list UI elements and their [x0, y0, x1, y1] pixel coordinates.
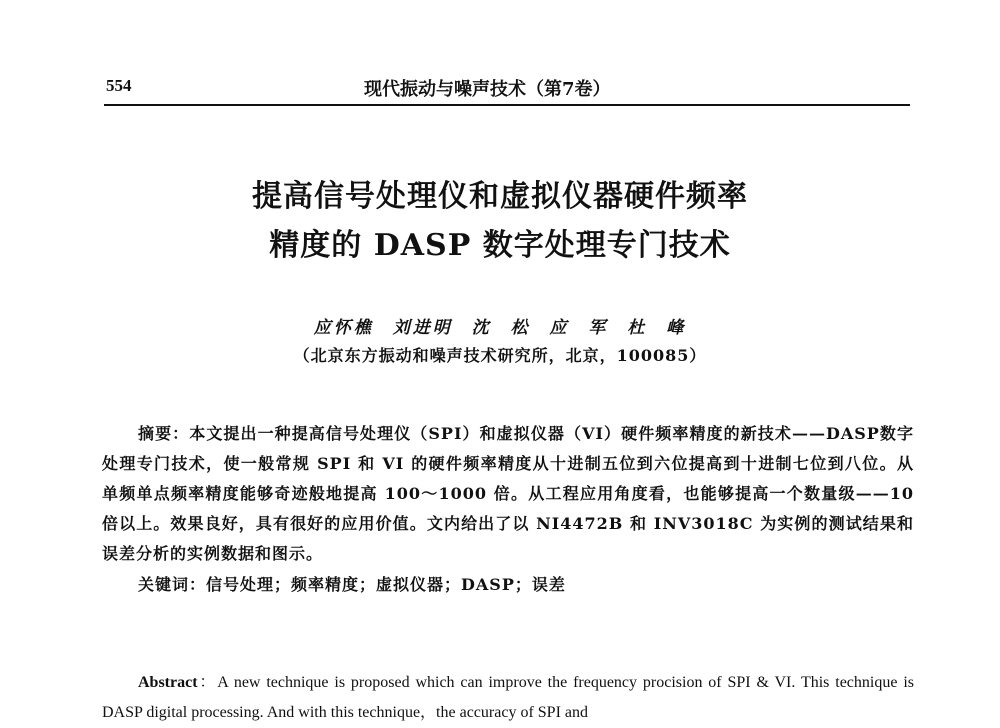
page-number: 554 [106, 76, 132, 95]
abstract-english-label: Abstract [138, 674, 198, 691]
journal-title: 现代振动与噪声技术（第7卷） [364, 79, 611, 100]
keywords-text: 信号处理；频率精度；虚拟仪器；DASP；误差 [206, 575, 566, 594]
abstract-chinese-text: 本文提出一种提高信号处理仪（SPI）和虚拟仪器（VI）硬件频率精度的新技术——DASP数字处理专门技术，使一般常规 SPI 和 VI 的硬件频率精度从十进制五位到六位提高到十进制七位到八位。从单频单点频率精度能够奇迹般地提高 100～1000 倍。从工程应用角度看，也能够提高一个数量级——10 倍以上。效果良好，具有很好的应用价值。文内给出了以 NI4472B 和 INV3018C 为实例的测试结果和误差分析的实例数据和图示。 [102, 424, 914, 563]
paper-title-line-1: 提高信号处理仪和虚拟仪器硬件频率 [252, 179, 748, 214]
author-list: 应怀樵 刘进明 沈 松 应 军 杜 峰 [313, 318, 687, 338]
abstract-english-text: A new technique is proposed which can improve the frequency procision of SPI & VI. This technique is DASP digital processing. And with this technique，the accuracy of SPI and [102, 674, 914, 721]
abstract-english: Abstract：A new technique is proposed which can improve the frequency procision of SPI & VI. This technique is DASP digital processing. And with this technique，the accuracy of SPI and [102, 674, 914, 721]
affiliation: （北京东方振动和噪声技术研究所，北京，100085） [293, 346, 707, 365]
paper-title-line-2: 精度的 DASP 数字处理专门技术 [269, 228, 731, 263]
running-header [104, 70, 910, 106]
abstract-chinese-label: 摘要： [138, 424, 190, 443]
abstract-chinese [102, 419, 914, 569]
keywords [138, 572, 566, 595]
keywords-label: 关键词： [138, 575, 207, 594]
paper-title [0, 172, 1000, 270]
